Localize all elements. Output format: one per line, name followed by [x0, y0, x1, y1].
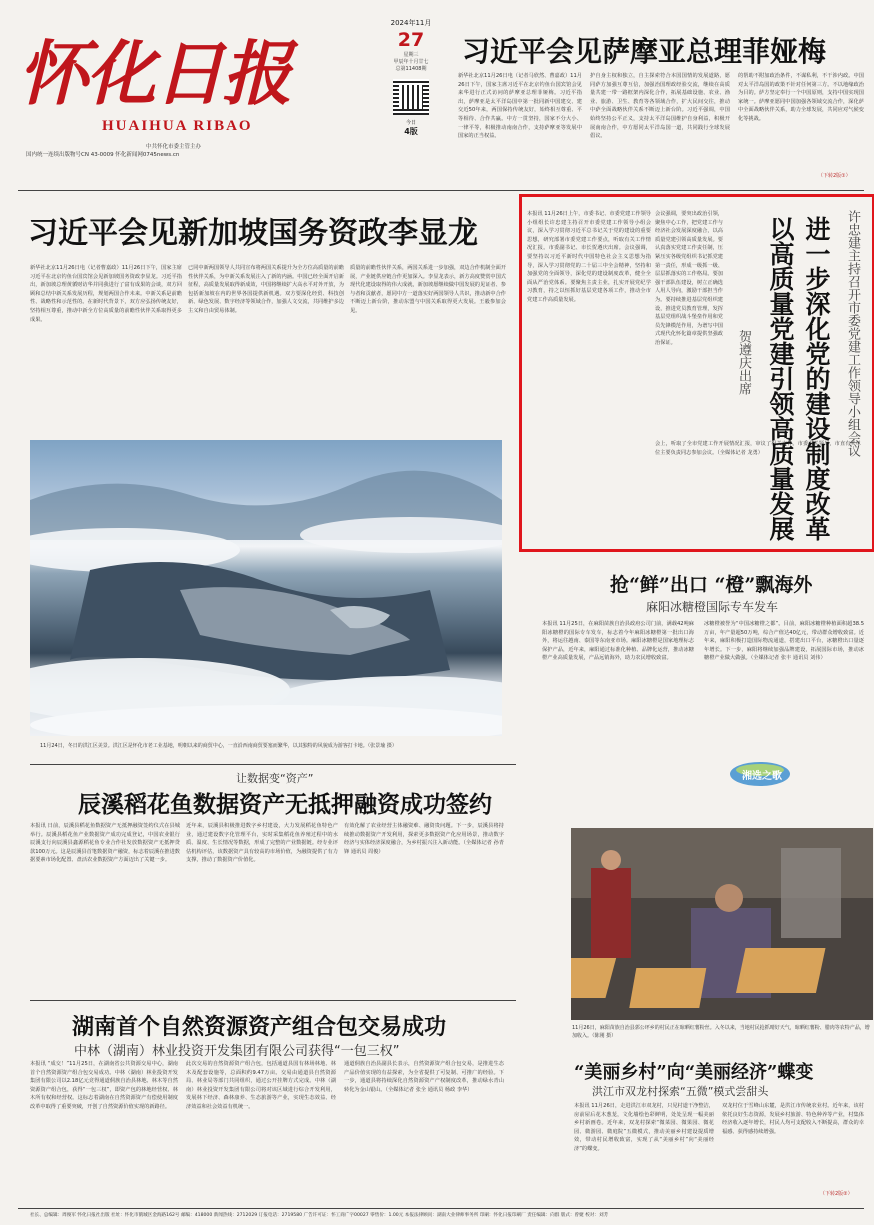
footer-divider	[18, 1208, 864, 1209]
forest-article-col2: 此次交易的自然资源资产组合包，包括通道县国有林场林地、林木及配套设施等，总面积约9.47万亩。交易由通道县自然资源局、林业局等部门共同组织，通过公开挂牌方式完成。中林（湖南）林业投资开发集团有限公司将对该区域进行综合开发利用，发展林下经济、森林康养、生态旅游等产业，实现生态效益、经济效益和社会效益有机统一。	[186, 1061, 336, 1110]
headline-2-title: 习近平会见新加坡国务资政李显龙	[28, 216, 478, 251]
featured-col1: 本报讯 11月26日上午，市委书记、市委党建工作领导小组组长许忠建主持召开市委党建工作领导小组会议，深入学习贯彻习近平总书记关于党的建设的重要思想，研究部署市委党建工作要点，听取有关工作情况汇报。市委副书记、市长贺遵庆出席。会议强调，要坚持以习近平新时代中国特色社会主义思想为指导，深入学习贯彻党的二十届三中全会精神，坚持和加强党的全面领导，深化党的建设制度改革，健全全面从严治党体系。要聚焦主责主业，扎实开展党纪学习教育，持之以恒抓好基层党建各项工作，推动全市党建工作高质量发展。	[527, 211, 651, 303]
masthead-sponsor: 中共怀化市委主管主办	[146, 144, 202, 150]
xiangxuan-logo	[728, 758, 834, 788]
headline-1-col3: 的帮助不附加政治条件，不谋私利，不干涉内政。中国对太平洋岛国的政策不针对任何第三方。不以地缘政治为目的。萨方坚定奉行一个中国原则，支持中国实现国家统一。萨摩亚愿同中国加强各领域交流合作，深化萨中全面战略伙伴关系，助力全球发展，共同应对气候变化等挑战。	[738, 73, 864, 122]
village-article-col2: 双龙村位于雪峰山东麓，是洪江市传统农业村。近年来，该村依托良好生态资源，发展乡村旅游、特色种养等产业，村集体经济收入逐年增长，村民人均可支配收入不断提高，群众的幸福感、获得感持续增强。	[722, 1103, 864, 1135]
date-block	[372, 14, 450, 190]
masthead-logo: 怀化日报	[18, 32, 290, 115]
masthead-pinyin: HUAIHUA RIBAO	[102, 118, 253, 134]
featured-title-1: 进一步深化党的建设制度改革	[802, 216, 831, 541]
landscape-image	[30, 440, 502, 736]
village-article-col1: 本报讯 11月26日，走进洪江市双龙村，只见村道干净整洁，房前屋后花木葱茏，文化墙绘色彩鲜明，处处呈现一幅美丽乡村新画卷。近年来，双龙村探索“微菜园、微果园、微花园、微游园、微庭院”五微模式，推动美丽乡村建设提质增效，带动村民增收致富，实现了从“美丽乡村”向“美丽经济”的蝶变。	[574, 1103, 714, 1152]
photo-hongjiang-landscape	[30, 440, 502, 736]
forest-article-title: 湖南首个自然资源资产组合包交易成功	[72, 1014, 447, 1040]
headline-1-col1: 新华社北京11月26日电（记者马欣然、曹嘉政）11月26日下午，国家主席习近平在北京钓鱼台国宾馆会见来华进行正式访问的萨摩亚总理菲娅梅。习近平指出，萨摩亚是太平洋岛国中第一批同新中国建交、建交近50年来，两国保持传统友好，始终相互尊重、平等相待、合作共赢。中方一贯坚持，国家不分大小、一律平等，积极推动南南合作，支持萨摩亚等发展中国家的正当权益。	[458, 73, 582, 140]
village-article-subtitle: 洪江市双龙村探索“五微”模式尝甜头	[592, 1085, 769, 1098]
date-day: 27	[397, 29, 425, 51]
divider	[18, 190, 864, 191]
xiangxuan-logo-text: 湘选之歌	[742, 771, 782, 782]
date-issue: 总第11408期	[395, 66, 427, 72]
rice-article-kicker: 让数据变“资产”	[236, 772, 314, 785]
headline-2-col1: 新华社北京11月26日电（记者曹嘉政）11月26日下午，国家主席习近平在北京钓鱼台国宾馆会见新加坡国务资政李显龙。习近平指出，新加坡总理黄循财访华并同我进行了富有成果的会谈，双方回顾和总结中新关系发展历程，规划两国合作未来。中新关系是前瞻性、战略性和示范性的。在新时代背景下，双方应弘扬传统友好，坚持相互尊重，推动中新全方位高质量的前瞻性伙伴关系取得更多成果。	[30, 265, 182, 323]
villagers-image	[571, 828, 873, 1020]
orange-article-title: 抢“鲜”出口 “橙”飘海外	[610, 574, 813, 596]
orange-article-subtitle: 麻阳冰糖橙国际专车发车	[646, 600, 779, 614]
featured-title-2: 以高质量党建引领高质量发展	[766, 216, 795, 541]
orange-article-col2: 冰糖橙被誉为“中国冰糖橙之都”。目前，麻阳冰糖橙种植面积超38.5万亩，年产量超50万吨，综合产值达40亿元，带动群众增收致富。近年来，麻阳积极打造国际物流通道，搭建出口平台，冰糖橙出口量逐年增长。下一步，麻阳将继续加强品牌建设，拓展国际市场，推动冰糖橙产业做大做强。（全媒体记者 张丰 通讯员 刘伟）	[704, 621, 864, 662]
photo-villagers-drying	[571, 828, 873, 1020]
headline-1-col2: 护自身主权和独立，自主探索符合本国国情的发展道路，愿同萨方加强互尊互信，加强治国理政经验交流，继续在高质量共建一带一路框架内深化合作，拓展基础设施、农业、渔业、旅游、卫生、教育等各领域合作，扩大民间交往，推动中萨全面战略伙伴关系不断迈上新台阶。习近平强调，中国始终坚持公平正义，支持太平洋岛国维护自身利益，积极开展南南合作，中方愿同太平洋岛国一道，共同践行全球发展倡议。	[590, 73, 730, 140]
headline-1-title: 习近平会见萨摩亚总理菲娅梅	[462, 35, 827, 68]
forest-article-col1: 本报讯 “成交！”11月25日，在湖南省公共资源交易中心，湖南首个自然资源资产组合包交易成功。中林（湖南）林业投资开发集团有限公司以2.18亿元竞得通道侗族自治县林地、林木等自然资源资产组合包，获得“一包三权”，即资产包的林地经营权、林木所有权和经营权。这标志着湖南在自然资源资产有偿使用制度改革中取得了重要突破，开创了自然资源价值实现的新路径。	[30, 1061, 178, 1110]
forest-article-col3: 通道侗族自治县副县长表示，自然资源资产组合包交易，是推进生态产品价值实现的有益探索，为全省提供了可复制、可推广的经验。下一步，通道县将持续深化自然资源资产产权制度改革，推动绿水青山转化为金山银山。（全媒体记者 张全 通讯员 杨政 李华）	[344, 1061, 504, 1093]
rice-article-col2: 近年来，辰溪县积极推进数字乡村建设，大力发展稻花鱼特色产业，通过建设数字化管理平台，实时采集稻花鱼养殖过程中的水质、温度、生长情况等数据，形成了完整的产业数据链。经专业评估机构评估，该数据资产具有较高的市场价值，为融资提供了有力支撑，推动了数据资产价值化。	[186, 823, 338, 864]
masthead-cn-number: 国内统一连续出版物号CN 43-0009 怀化新闻网0745news.cn	[26, 152, 180, 158]
page-count: 4版	[404, 127, 418, 136]
qr-code-icon	[393, 79, 429, 115]
headline-2-col3: 质量的前瞻性伙伴关系，两国关系进一步加强，双边合作机制全面开展，产业链供应链合作更加深入。李显龙表示，新方高度赞赏中国式现代化建设取得的伟大成就，新加坡愿继续做中国发展的见证者、参与者和贡献者，愿同中方一道落实好两国领导人共识，推动新中合作不断迈上新台阶，推动东盟与中国关系取得更大发展。王毅参加会见。	[350, 265, 506, 314]
village-article-title: “美丽乡村”向“美丽经济”蝶变	[574, 1062, 814, 1083]
headline-1-more-link[interactable]: （下转2版①）	[818, 173, 851, 179]
date-year: 2024年11月	[390, 19, 432, 27]
date-lunar: 甲辰年十月廿七	[393, 59, 429, 65]
orange-article-col1: 本报讯 11月25日，在麻阳苗族自治县政府公司门前，满载42吨麻阳冰糖橙的国际专车发车，标志着今年麻阳冰糖橙第一批出口海外，将运往越南、泰国等东南亚市场。麻阳冰糖橙是国家地理标志保护产品，近年来，麻阳通过标准化种植、品牌化运营，推动冰糖橙产业高质量发展，产品远销海外，助力农民增收致富。	[542, 621, 694, 662]
footer-info: 社长、总编辑：周俊军 怀化日报社出版 社址：怀化市鹤城区金海路162号 邮编：418000 新闻热线：2712029 订报电话：2719580 广告许可证：怀工商广字00027 零售价：1.00元 本报法律顾问：湖南大业律师事务所 印刷：怀化日报印刷厂 责任编辑：向群 版式：曾婕 校对：刘芳	[30, 1213, 609, 1218]
headline-2-col2: 已同中新两国领导人共同宣布将两国关系提升为全方位高质量的前瞻性伙伴关系，为中新关系发展注入了新的内涵。中国已经全面开启新征程，高质量发展取得新成效，中国将继续扩大高水平对外开放，为包括新加坡在内的世界各国提供新机遇。双方要深化经贸、科技创新、绿色发展、数字经济等领域合作，加强人文交流，共同维护多边主义和自由贸易体制。	[188, 265, 344, 314]
rice-article-col1: 本报讯 日前，辰溪县稻花鱼数据资产无抵押融资签约仪式在县城举行。辰溪县稻花鱼产业数据资产成功完成登记，中国农业银行辰溪支行向辰溪县鑫源稻花鱼专业合作社发放数据资产无抵押贷款100万元。这是辰溪县首笔数据资产融资，标志着辰溪在推进数据要素市场化配置、盘活农业数据资产方面迈出了关键一步。	[30, 823, 180, 864]
rice-article-title: 辰溪稻花鱼数据资产无抵押融资成功签约	[78, 791, 492, 818]
date-weekday: 星期三	[403, 52, 419, 58]
featured-kicker: 许忠建主持召开市委党建工作领导小组会议	[845, 210, 860, 457]
divider	[30, 764, 516, 765]
divider	[30, 1000, 516, 1001]
featured-col2: 会议强调，要突出政治引领，聚焦中心工作，把党建工作与经济社会发展深度融合，以高质量党建引领高质量发展。要认真落实党建工作责任制，压紧压实各级党组织书记抓党建第一责任，形成一级抓一级、层层抓落实的工作格局。要加强干部队伍建设，树立正确选人用人导向，激励干部担当作为。要持续推进基层党组织建设，推进党员教育管理，发挥基层党组织战斗堡垒作用和党员先锋模范作用，为谱写中国式现代化怀化篇章提供坚强政治保证。	[655, 211, 723, 346]
photo-main-caption: 11月24日，冬日的洪江区美景。洪江区是怀化市老工业基地，明朝以来的商贸中心，一直沿西南商贸要塞而繁华，以其独特的风貌成为游客打卡地。（张景瑜 摄）	[40, 743, 397, 749]
featured-col3: 会上，听取了全市党建工作开展情况汇报，审议了相关文件。市委有关领导，市直有关单位主要负责同志参加会议。（全媒体记者 龙勇）	[655, 441, 861, 456]
featured-attend: 贺遵庆出席	[736, 330, 751, 395]
village-article-more-link[interactable]: （下转2版②）	[820, 1191, 853, 1197]
rice-article-col3: 有效化解了农业经营主体融资难、融资贵问题。下一步，辰溪县将持续推动数据资产开发利用，探索更多数据资产化应用场景，推动数字经济与实体经济深度融合，为乡村振兴注入新动能。（全媒体记者 孙青锋 通讯员 周俊）	[344, 823, 504, 855]
forest-article-subtitle: 中林（湖南）林业投资开发集团有限公司获得“一包三权”	[74, 1044, 400, 1059]
photo-rice-caption: 11月26日，麻阳苗族自治县郭公坪乡的村民正在晾晒红薯粉丝。入冬以来，当地村民抢抓晴好天气，晾晒红薯粉、腊肉等农特产品，增加收入。（陈刚 摄）	[572, 1025, 870, 1039]
pages-label: 今日	[405, 120, 416, 126]
